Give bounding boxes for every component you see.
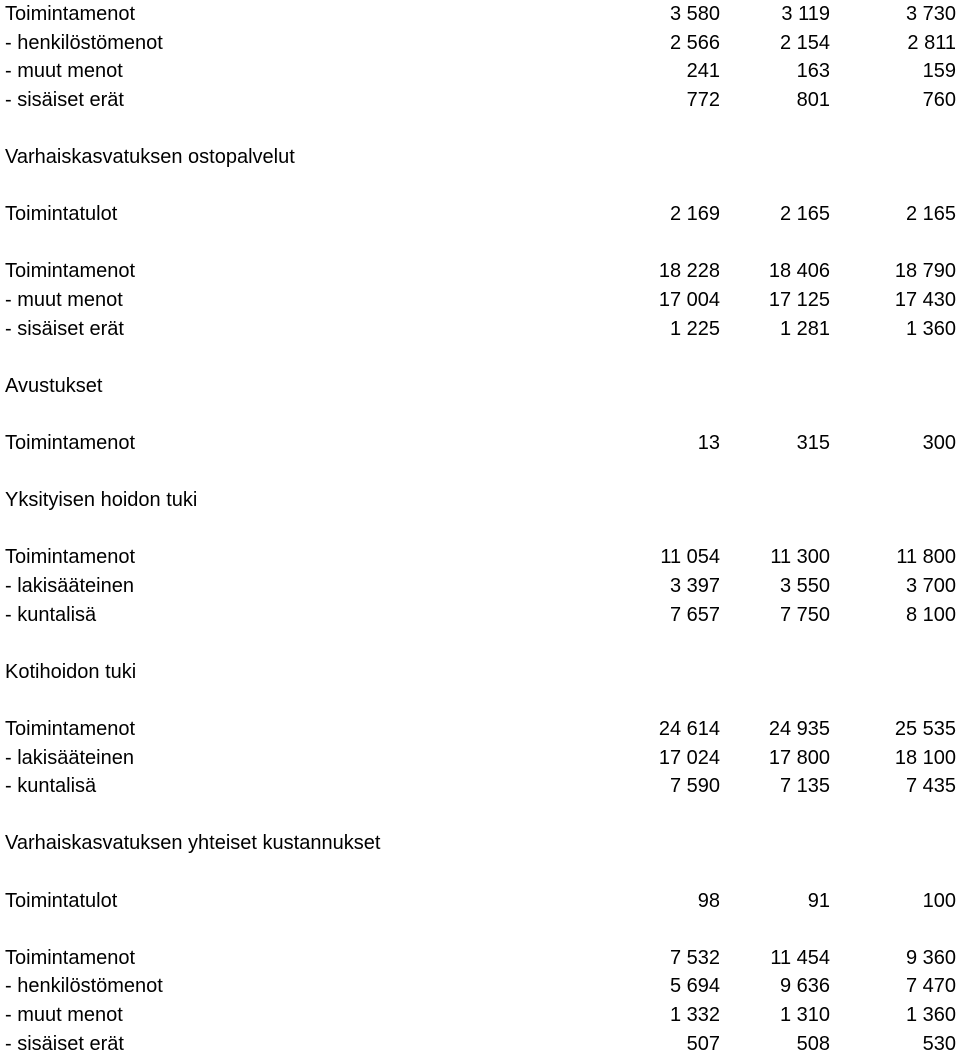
table-row — [0, 57, 960, 85]
section-heading-row — [0, 372, 960, 400]
row-label: - sisäiset erät — [5, 317, 124, 340]
value-col-3: 11 800 — [896, 546, 956, 569]
value-col-2: 801 — [796, 88, 830, 111]
section-heading: Varhaiskasvatuksen yhteiset kustannukset — [5, 832, 381, 855]
row-label: Toimintamenot — [5, 718, 136, 740]
table-row — [0, 29, 960, 57]
table-row — [0, 200, 960, 228]
row-label: Toimintamenot — [5, 3, 136, 25]
value-col-1: 17 004 — [658, 289, 720, 311]
row-label: Toimintamenot — [5, 546, 136, 569]
table-row — [0, 0, 960, 28]
value-col-3: 17 430 — [894, 289, 956, 311]
section-heading-row — [0, 829, 960, 857]
value-col-1: 3 580 — [669, 3, 720, 25]
row-label: Toimintatulot — [5, 889, 118, 912]
section-heading: Yksityisen hoidon tuki — [5, 489, 198, 512]
value-col-1: 1 332 — [669, 1004, 720, 1026]
value-col-2: 1 310 — [779, 1004, 830, 1026]
row-label: - henkilöstömenot — [5, 975, 163, 998]
value-col-1: 13 — [697, 432, 720, 454]
value-col-1: 18 228 — [658, 260, 720, 283]
row-label: - lakisääteinen — [5, 575, 134, 597]
value-col-2: 11 300 — [770, 546, 830, 569]
section-heading-row — [0, 486, 960, 514]
value-col-1: 507 — [686, 1032, 720, 1055]
row-label: - henkilöstömenot — [5, 31, 163, 54]
table-row — [0, 944, 960, 972]
row-label: - kuntalisä — [5, 603, 97, 626]
value-col-1: 7 657 — [669, 603, 720, 626]
value-col-3: 8 100 — [905, 603, 956, 626]
value-col-3: 159 — [922, 60, 956, 83]
value-col-1: 7 532 — [669, 946, 720, 969]
value-col-2: 508 — [796, 1032, 830, 1055]
table-row — [0, 601, 960, 629]
table-row — [0, 257, 960, 285]
table-row — [0, 429, 960, 457]
value-col-2: 1 281 — [779, 317, 830, 340]
value-col-3: 2 811 — [907, 31, 956, 54]
value-col-2: 7 135 — [779, 775, 830, 798]
value-col-1: 3 397 — [669, 575, 720, 597]
section-heading: Varhaiskasvatuksen ostopalvelut — [5, 146, 295, 168]
value-col-3: 25 535 — [894, 718, 956, 740]
row-label: - muut menot — [5, 60, 123, 83]
value-col-2: 315 — [796, 432, 830, 454]
value-col-2: 7 750 — [779, 603, 830, 626]
value-col-2: 2 154 — [779, 31, 830, 54]
value-col-2: 17 800 — [768, 746, 830, 769]
value-col-3: 18 790 — [894, 260, 956, 283]
value-col-3: 760 — [922, 88, 956, 111]
value-col-3: 3 730 — [905, 3, 956, 25]
table-row — [0, 1001, 960, 1029]
row-label: Toimintamenot — [5, 946, 136, 969]
table-row — [0, 772, 960, 800]
value-col-3: 100 — [922, 889, 956, 912]
value-col-2: 9 636 — [779, 975, 830, 998]
value-col-3: 530 — [922, 1032, 956, 1055]
value-col-1: 772 — [686, 88, 720, 111]
table-row — [0, 744, 960, 772]
row-label: Toimintamenot — [5, 260, 136, 283]
table-row — [0, 86, 960, 114]
value-col-3: 7 470 — [905, 975, 956, 998]
value-col-2: 3 119 — [781, 3, 830, 25]
value-col-3: 9 360 — [905, 946, 956, 969]
value-col-3: 2 165 — [905, 203, 956, 226]
value-col-3: 3 700 — [905, 575, 956, 597]
table-row — [0, 315, 960, 343]
value-col-1: 17 024 — [658, 746, 720, 769]
section-heading: Avustukset — [5, 374, 103, 397]
table-row — [0, 972, 960, 1000]
table-row — [0, 1030, 960, 1058]
value-col-2: 3 550 — [779, 575, 830, 597]
row-label: - kuntalisä — [5, 775, 97, 798]
value-col-3: 1 360 — [905, 1004, 956, 1026]
value-col-1: 24 614 — [658, 718, 720, 740]
row-label: - lakisääteinen — [5, 746, 134, 769]
value-col-2: 17 125 — [768, 289, 830, 311]
value-col-2: 11 454 — [770, 946, 830, 969]
table-row — [0, 887, 960, 915]
row-label: - muut menot — [5, 289, 123, 311]
value-col-3: 300 — [922, 432, 956, 454]
table-row — [0, 715, 960, 743]
value-col-3: 7 435 — [905, 775, 956, 798]
row-label: Toimintatulot — [5, 203, 118, 226]
value-col-1: 11 054 — [660, 546, 720, 569]
row-label: Toimintamenot — [5, 432, 136, 454]
value-col-2: 91 — [807, 889, 830, 912]
value-col-2: 2 165 — [779, 203, 830, 226]
value-col-1: 241 — [686, 60, 720, 83]
value-col-1: 7 590 — [669, 775, 720, 798]
value-col-1: 2 566 — [669, 31, 720, 54]
value-col-3: 1 360 — [905, 317, 956, 340]
table-row — [0, 286, 960, 314]
section-heading: Kotihoidon tuki — [5, 660, 137, 683]
row-label: - sisäiset erät — [5, 88, 124, 111]
table-row — [0, 572, 960, 600]
row-label: - muut menot — [5, 1004, 123, 1026]
row-label: - sisäiset erät — [5, 1032, 124, 1055]
value-col-1: 5 694 — [669, 975, 720, 998]
table-row — [0, 543, 960, 571]
section-heading-row — [0, 143, 960, 171]
section-heading-row — [0, 658, 960, 686]
value-col-1: 2 169 — [669, 203, 720, 226]
value-col-3: 18 100 — [894, 746, 956, 769]
value-col-1: 1 225 — [669, 317, 720, 340]
value-col-2: 18 406 — [768, 260, 830, 283]
value-col-2: 163 — [796, 60, 830, 83]
value-col-2: 24 935 — [768, 718, 830, 740]
value-col-1: 98 — [697, 889, 720, 912]
